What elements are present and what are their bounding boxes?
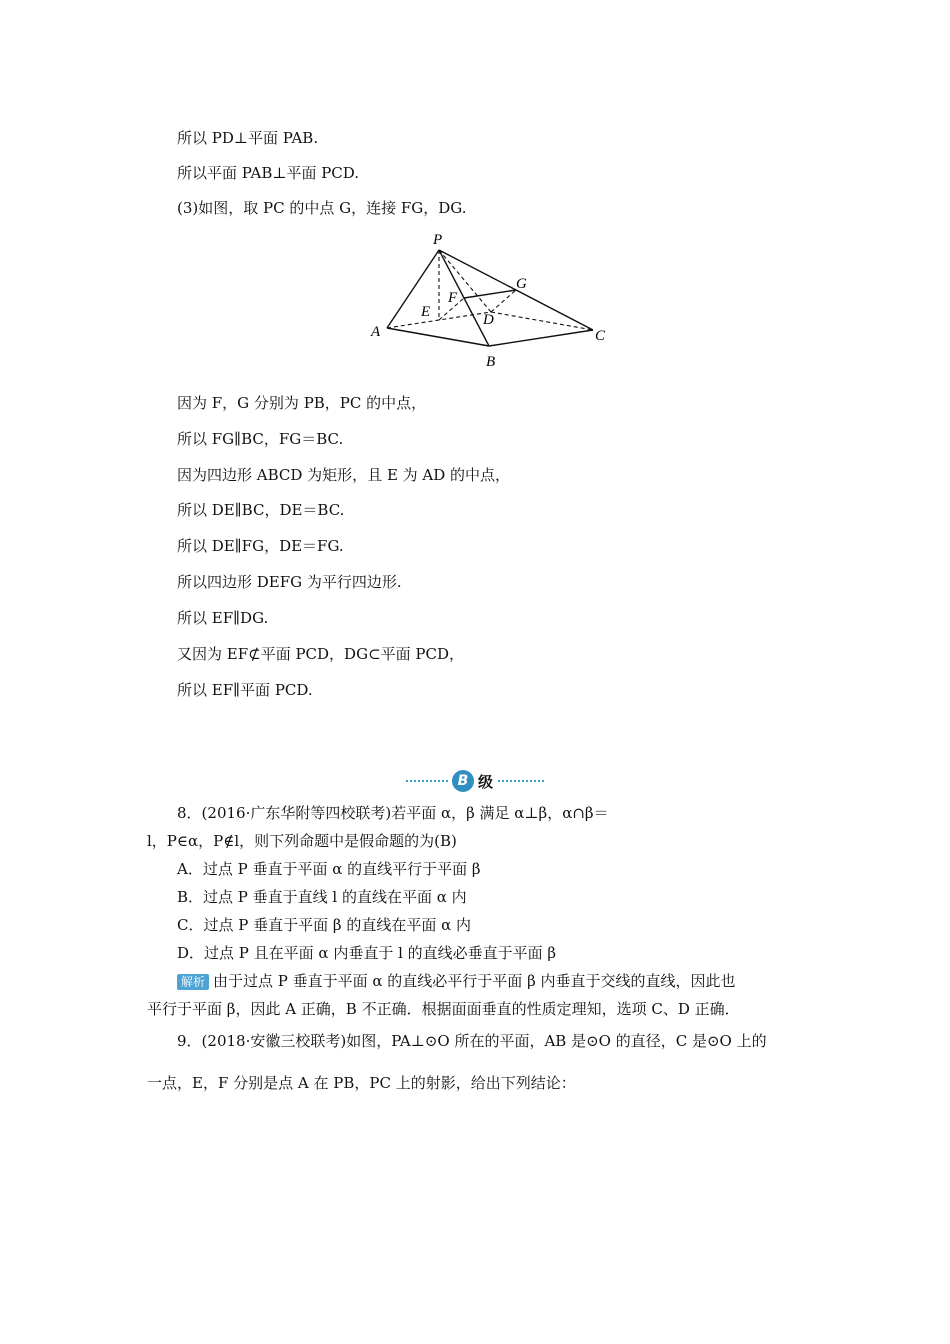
proof-line: 所以 FG∥BC，FG＝BC. <box>177 430 344 448</box>
proof-line: (3)如图，取 PC 的中点 G，连接 FG，DG. <box>177 199 467 217</box>
q8-analysis-line <box>177 971 736 991</box>
label-F: F <box>448 290 458 306</box>
proof-line: 所以四边形 DEFG 为平行四边形. <box>177 573 402 591</box>
label-D: D <box>483 312 494 328</box>
q8-option: D．过点 P 且在平面 α 内垂直于 l 的直线必垂直于平面 β <box>177 944 557 962</box>
label-C: C <box>595 328 606 344</box>
q8-analysis-line: 平行于平面 β，因此 A 正确，B 不正确．根据面面垂直的性质定理知，选项 C、D 正确． <box>147 1000 740 1018</box>
q8-stem-line: 8．(2016·广东华附等四校联考)若平面 α，β 满足 α⊥β，α∩β＝ <box>177 804 609 822</box>
pyramid-figure <box>365 228 615 376</box>
q8-option: A．过点 P 垂直于平面 α 的直线平行于平面 β <box>177 860 481 878</box>
proof-line: 又因为 EF⊄平面 PCD，DG⊂平面 PCD， <box>177 645 465 663</box>
proof-line: 所以平面 PAB⊥平面 PCD. <box>177 164 360 182</box>
level-label: 级 <box>478 773 494 791</box>
analysis-tag: 解析 <box>177 974 209 990</box>
level-badge-icon: B <box>452 770 474 792</box>
proof-line: 所以 DE∥BC，DE＝BC. <box>177 501 345 519</box>
label-A: A <box>371 324 381 340</box>
analysis-text: 由于过点 P 垂直于平面 α 的直线必平行于平面 β 内垂直于交线的直线，因此也 <box>213 972 736 990</box>
q9-stem-line: 9．(2018·安徽三校联考)如图，PA⊥⊙O 所在的平面，AB 是⊙O 的直径，C 是⊙O 上的 <box>177 1032 767 1050</box>
divider-dots-right <box>498 780 544 784</box>
divider-dots-left <box>406 780 448 784</box>
label-E: E <box>421 304 431 320</box>
q8-option: B．过点 P 垂直于直线 l 的直线在平面 α 内 <box>177 888 467 906</box>
q9-stem-line: 一点，E，F 分别是点 A 在 PB，PC 上的射影，给出下列结论： <box>147 1074 576 1092</box>
proof-line: 因为四边形 ABCD 为矩形，且 E 为 AD 的中点， <box>177 466 511 484</box>
proof-line: 因为 F，G 分别为 PB，PC 的中点， <box>177 394 427 412</box>
proof-line: 所以 DE∥FG，DE＝FG. <box>177 537 344 555</box>
proof-line: 所以 EF∥DG. <box>177 609 269 627</box>
q8-option: C．过点 P 垂直于平面 β 的直线在平面 α 内 <box>177 916 471 934</box>
proof-line: 所以 EF∥平面 PCD. <box>177 681 313 699</box>
label-G: G <box>516 276 527 292</box>
section-divider <box>400 768 550 794</box>
label-P: P <box>433 232 443 248</box>
q8-stem-line: l，P∈α，P∉l，则下列命题中是假命题的为(B) <box>147 832 457 850</box>
label-B: B <box>486 354 496 370</box>
proof-line: 所以 PD⊥平面 PAB. <box>177 129 319 147</box>
